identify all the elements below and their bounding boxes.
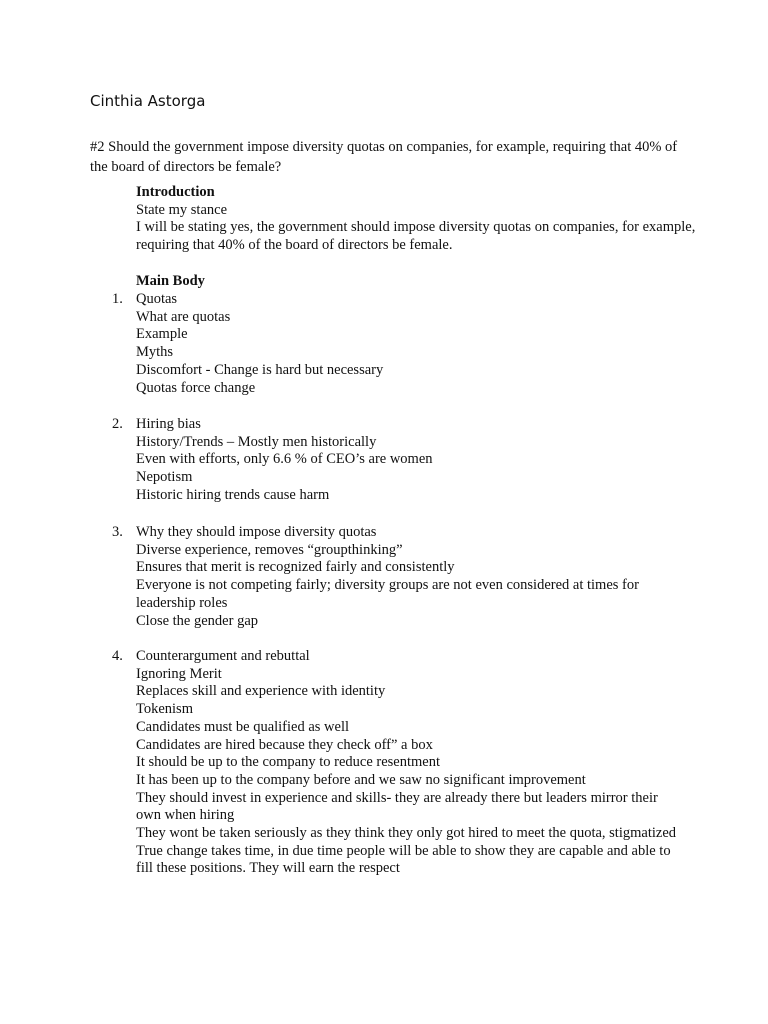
list-item-line: History/Trends – Mostly men historically [136, 433, 377, 450]
list-item-line: Quotas force change [136, 379, 256, 396]
list-item-line: Even with efforts, only 6.6 % of CEO’s are women [136, 451, 433, 468]
list-item-title: Counterargument and rebuttal [136, 648, 310, 664]
list-item-line: They should invest in experience and skills- they are already there but leaders mirror their own when hiring [136, 789, 658, 824]
essay-question: #2 Should the government impose diversity quotas on companies, for example, requiring that 40% of the board of directors be female? [90, 139, 678, 175]
list-item-line: True change takes time, in due time people will be able to show they are capable and able to fill these positions. They will earn the respect [136, 842, 671, 877]
main-body-heading: Main Body [136, 273, 205, 289]
list-item-title: Why they should impose diversity quotas [136, 524, 377, 540]
list-item-line: It has been up to the company before and we saw no significant improvement [136, 771, 586, 788]
author-name: Cinthia Astorga [90, 92, 206, 110]
list-item-line: Myths [136, 344, 174, 361]
introduction-heading: Introduction [136, 184, 215, 200]
list-item-line: Example [136, 326, 188, 343]
list-number: 2. [112, 416, 123, 432]
list-item-line: Discomfort - Change is hard but necessary [136, 361, 384, 378]
list-number: 1. [112, 291, 123, 307]
list-item-line: What are quotas [136, 308, 231, 325]
introduction-line: I will be stating yes, the government should impose diversity quotas on companies, for example, requiring that 40% of the board of directors be female. [136, 219, 696, 254]
list-item-title: Quotas [136, 291, 178, 307]
list-item-line: Close the gender gap [136, 612, 259, 629]
list-number: 4. [112, 648, 123, 664]
list-number: 3. [112, 524, 123, 540]
list-item-line: Candidates are hired because they check off” a box [136, 736, 433, 753]
list-item-line: Tokenism [136, 701, 193, 718]
list-item-line: Diverse experience, removes “groupthinking” [136, 541, 403, 558]
introduction-section [136, 184, 696, 255]
list-item-line: Historic hiring trends cause harm [136, 486, 330, 503]
list-item-line: Everyone is not competing fairly; diversity groups are not even considered at times for leadership roles [136, 577, 639, 611]
list-item-line: It should be up to the company to reduce resentment [136, 754, 441, 771]
introduction-line: State my stance [136, 201, 228, 218]
list-item-line: They wont be taken seriously as they think they only got hired to meet the quota, stigmatized [136, 825, 677, 842]
list-item-line: Replaces skill and experience with identity [136, 683, 386, 700]
list-item-line: Ensures that merit is recognized fairly and consistently [136, 559, 455, 576]
main-body-heading-block [136, 273, 696, 291]
list-item-line: Candidates must be qualified as well [136, 718, 350, 735]
list-item-line: Ignoring Merit [136, 665, 222, 682]
list-item-title: Hiring bias [136, 416, 201, 432]
list-item-line: Nepotism [136, 469, 193, 486]
